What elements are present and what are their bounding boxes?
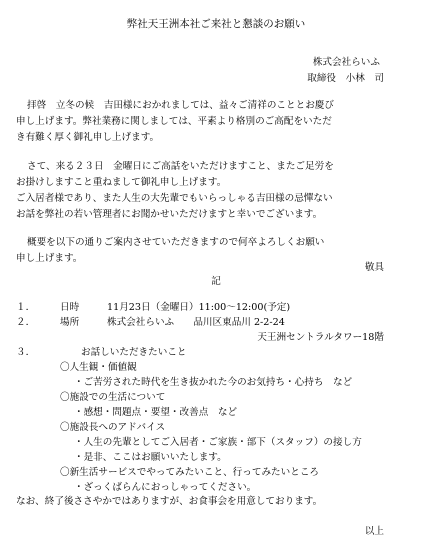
topic-heading: 〇施設長へのアドバイス [60, 422, 166, 433]
topic-heading: 〇施設での生活について [60, 392, 166, 403]
document-title: 弊社天王洲本社ご来社と懇談のお願い [126, 18, 306, 30]
item-place-value: 株式会社らいふ 品川区東品川 2-2-24 [107, 317, 285, 328]
item-topics-number: ３． [16, 347, 36, 358]
body-line: さて、来る２３日 金曜日にご高話をいただけますこと、またご足労を [27, 161, 334, 172]
item-topics-label: お話しいただきたいこと [81, 347, 187, 358]
topic-heading: 〇人生観・価値観 [60, 362, 137, 373]
item-place-label: 場所 [60, 317, 80, 328]
outline-line: 申し上げます。 [16, 253, 83, 264]
item-place-number: ２． [16, 317, 36, 328]
item-date-label: 日時 [60, 302, 80, 313]
topic-heading: 〇新生活サービスでやってみたいこと、行ってみたいところ [60, 467, 320, 478]
ki-marker: 記 [211, 276, 221, 287]
body-line: ご入居者様であり、また人生の大先輩でもいらっしゃる吉田様の忌憚ない [16, 193, 333, 204]
topic-detail: ・是非、ここはお願いいたします。 [74, 452, 227, 463]
greeting-line: 申し上げます。弊社業務に関しましては、平素より格別のご高配をいただ [16, 116, 332, 127]
body-line: お話を弊社の若い管理者にお聞かせいただけますと幸いでございます。 [16, 209, 323, 220]
topic-detail: ・感想・問題点・要望・改善点 など [74, 407, 238, 418]
closing-keigu: 敬具 [364, 262, 384, 273]
topic-detail: ・ざっくばらんにおっしゃってください。 [74, 482, 257, 493]
topic-detail: ・ご苦労された時代を生き抜かれた今のお気持ち・心持ち など [74, 377, 353, 388]
item-place-building: 天王洲セントラルタワー18階 [257, 332, 384, 343]
end-marker: 以上 [364, 526, 384, 537]
item-date-value: 11月23日（金曜日）11:00～12:00(予定) [107, 302, 291, 313]
greeting-line: 拝啓 立冬の候 吉田様におかれましては、益々ご清祥のこととお慶び [27, 100, 334, 111]
topic-detail: ・人生の先輩としてご入居者・ご家族・部下（スタッフ）の接し方 [74, 437, 362, 448]
sender-company: 株式会社らいふ [312, 57, 380, 68]
item-date-number: １． [16, 302, 36, 313]
greeting-line: き有難く厚く御礼申し上げます。 [16, 132, 160, 143]
body-line: お掛けしますこと重ねまして御礼申し上げます。 [16, 177, 227, 188]
outline-line: 概要を以下の通りご案内させていただきますので何卒よろしくお願い [27, 237, 325, 248]
closing-note: なお、終了後ささやかではありますが、お食事会を用意しております。 [16, 496, 323, 507]
sender-person: 取締役 小林 司 [307, 73, 384, 84]
